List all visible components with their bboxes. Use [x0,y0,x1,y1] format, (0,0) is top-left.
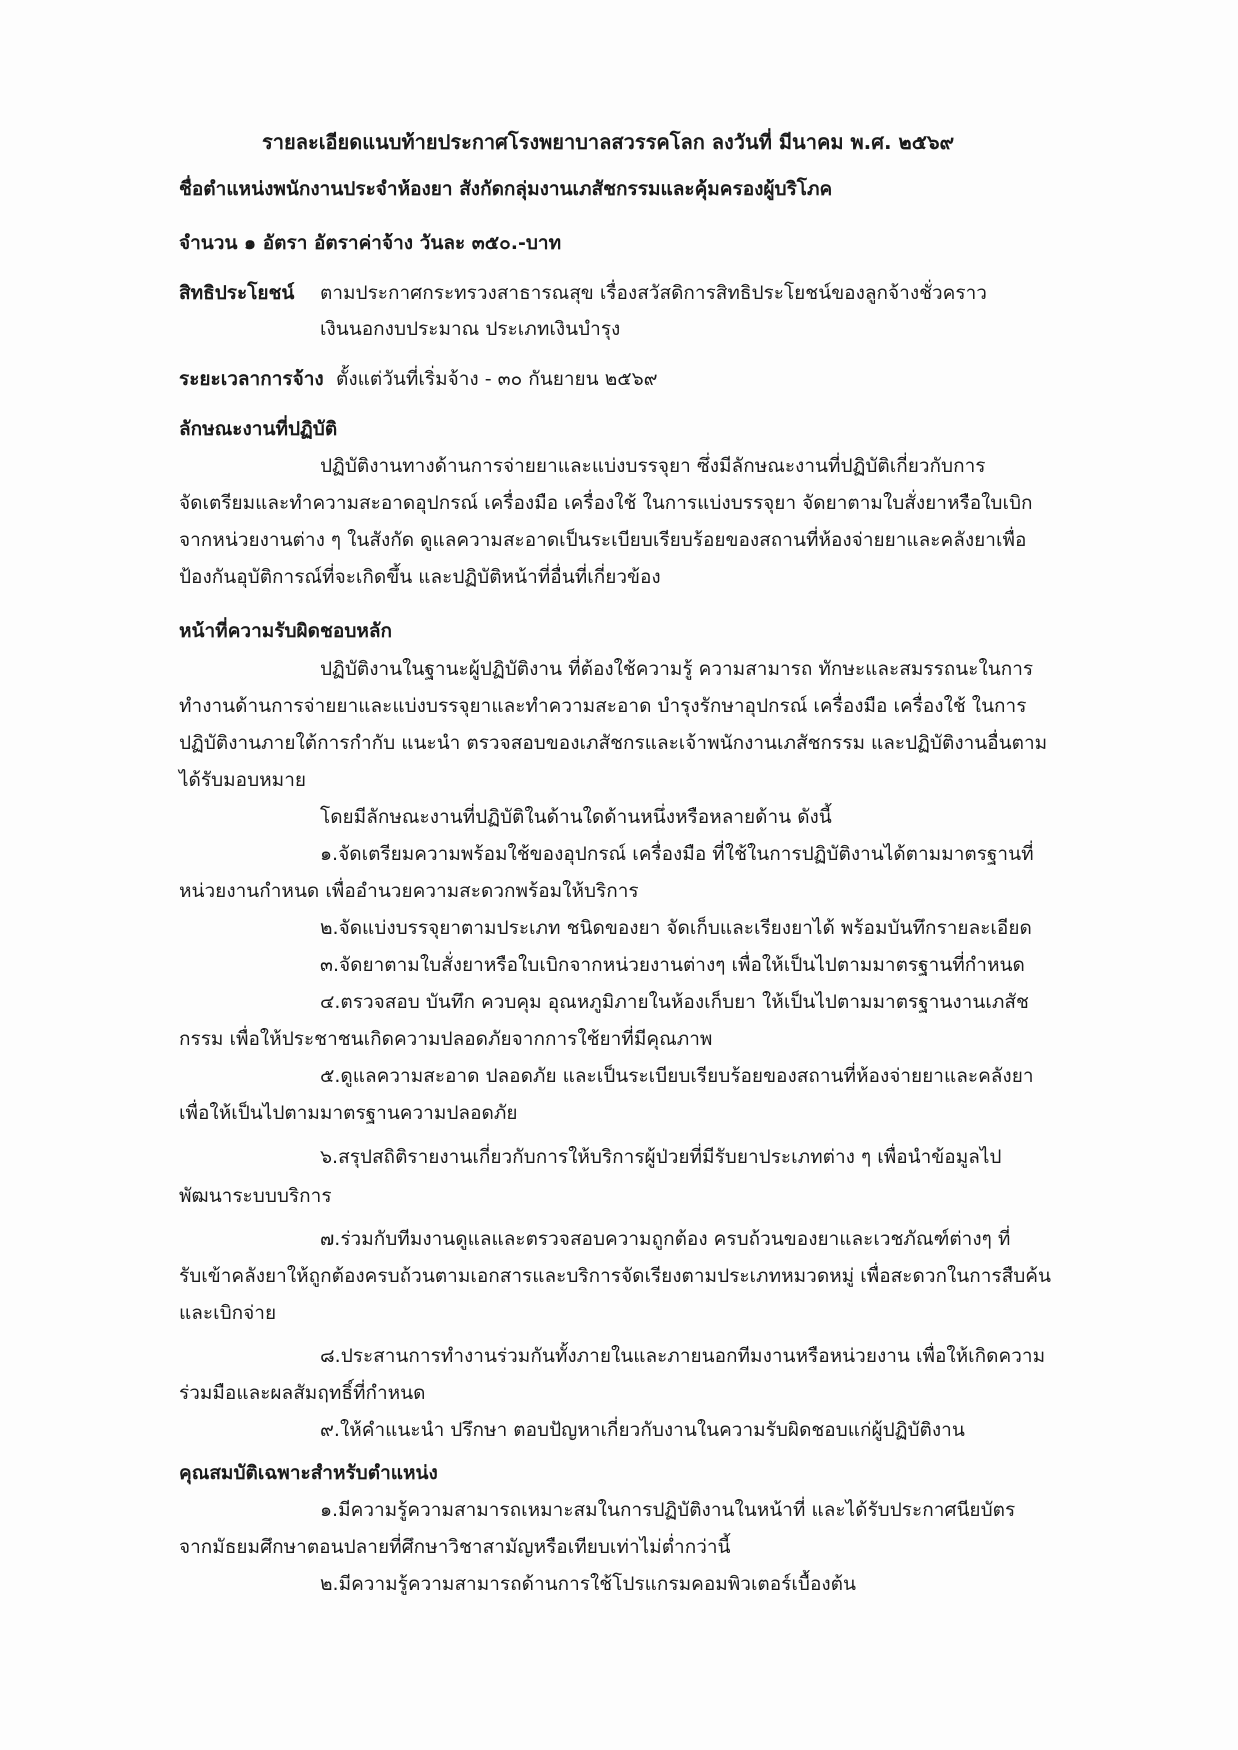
duty-line: ได้รับมอบหมาย [179,769,307,791]
duty-line: ๕.ดูแลความสะอาด ปลอดภัย และเป็นระเบียบเรียบร้อยของสถานที่ห้องจ่ายยาและคลังยา [320,1065,1034,1087]
qualification-line: ๒.มีความรู้ความสามารถด้านการใช้โปรแกรมคอมพิวเตอร์เบื้องต้น [320,1573,856,1595]
duty-line: ๙.ให้คำแนะนำ ปรึกษา ตอบปัญหาเกี่ยวกับงานในความรับผิดชอบแก่ผู้ปฏิบัติงาน [320,1419,965,1441]
work-line: ป้องกันอุบัติการณ์ที่จะเกิดขึ้น และปฏิบัติหน้าที่อื่นที่เกี่ยวข้อง [179,566,661,588]
qualification-line: ๑.มีความรู้ความสามารถเหมาะสมในการปฏิบัติงานในหน้าที่ และได้รับประกาศนียบัตร [320,1499,1016,1521]
duty-line: พัฒนาระบบบริการ [179,1185,332,1207]
duty-line: ๘.ประสานการทำงานร่วมกันทั้งภายในและภายนอกทีมงานหรือหน่วยงาน เพื่อให้เกิดความ [320,1345,1046,1367]
duty-line: และเบิกจ่าย [179,1302,277,1324]
duty-line: ๔.ตรวจสอบ บันทึก ควบคุม อุณหภูมิภายในห้องเก็บยา ให้เป็นไปตามมาตรฐานงานเภสัช [320,991,1029,1013]
work-line: จัดเตรียมและทำความสะอาดอุปกรณ์ เครื่องมือ เครื่องใช้ ในการแบ่งบรรจุยา จัดยาตามใบสั่งยาหรือใบเบิก [179,492,1033,514]
duty-line: ๓.จัดยาตามใบสั่งยาหรือใบเบิกจากหน่วยงานต่างๆ เพื่อให้เป็นไปตามมาตรฐานที่กำหนด [320,954,1025,976]
duty-line: ปฏิบัติงานภายใต้การกำกับ แนะนำ ตรวจสอบของเภสัชกรและเจ้าพนักงานเภสัชกรรม และปฏิบัติงานอื่นตาม [179,732,1048,754]
duty-line: ๒.จัดแบ่งบรรจุยาตามประเภท ชนิดของยา จัดเก็บและเรียงยาได้ พร้อมบันทึกรายละเอียด [320,917,1032,939]
duty-line: ทำงานด้านการจ่ายยาและแบ่งบรรจุยาและทำความสะอาด บำรุงรักษาอุปกรณ์ เครื่องมือ เครื่องใช้ ในการ [179,695,1027,717]
qualification-line: จากมัธยมศึกษาตอนปลายที่ศึกษาวิชาสามัญหรือเทียบเท่าไม่ต่ำกว่านี้ [179,1536,731,1558]
benefits-text-2: เงินนอกงบประมาณ ประเภทเงินบำรุง [320,318,621,340]
period-label: ระยะเวลาการจ้าง [179,368,324,390]
period-value: ตั้งแต่วันที่เริ่มจ้าง - ๓๐ กันยายน ๒๕๖๙ [336,368,658,390]
position-name: ชื่อตำแหน่งพนักงานประจำห้องยา สังกัดกลุ่มงานเภสัชกรรมและคุ้มครองผู้บริโภค [179,178,833,200]
duty-line: ๑.จัดเตรียมความพร้อมใช้ของอุปกรณ์ เครื่องมือ ที่ใช้ในการปฏิบัติงานได้ตามมาตรฐานที่ [320,843,1034,865]
duty-line: โดยมีลักษณะงานที่ปฏิบัติในด้านใดด้านหนึ่งหรือหลายด้าน ดังนี้ [320,806,832,828]
benefits-label: สิทธิประโยชน์ [179,282,295,304]
quota-and-wage: จำนวน ๑ อัตรา อัตราค่าจ้าง วันละ ๓๕๐.-บาท [179,232,562,254]
duty-line: ๖.สรุปสถิติรายงานเกี่ยวกับการให้บริการผู้ป่วยที่มีรับยาประเภทต่าง ๆ เพื่อนำข้อมูลไป [320,1146,1002,1168]
duty-line: ๗.ร่วมกับทีมงานดูแลและตรวจสอบความถูกต้อง ครบถ้วนของยาและเวชภัณฑ์ต่างๆ ที่ [320,1228,1011,1250]
benefits-text-1: ตามประกาศกระทรวงสาธารณสุข เรื่องสวัสดิการสิทธิประโยชน์ของลูกจ้างชั่วคราว [320,282,987,304]
duty-line: ปฏิบัติงานในฐานะผู้ปฏิบัติงาน ที่ต้องใช้ความรู้ ความสามารถ ทักษะและสมรรถนะในการ [320,658,1034,680]
duty-line: เพื่อให้เป็นไปตามมาตรฐานความปลอดภัย [179,1102,518,1124]
duty-line: กรรม เพื่อให้ประชาชนเกิดความปลอดภัยจากการใช้ยาที่มีคุณภาพ [179,1028,713,1050]
duty-heading: หน้าที่ความรับผิดชอบหลัก [179,620,393,642]
duty-line: ร่วมมือและผลสัมฤทธิ์ที่กำหนด [179,1382,426,1404]
work-line: จากหน่วยงานต่าง ๆ ในสังกัด ดูแลความสะอาดเป็นระเบียบเรียบร้อยของสถานที่ห้องจ่ายยาและคลังยาเพื่อ [179,529,1027,551]
duty-line: หน่วยงานกำหนด เพื่ออำนวยความสะดวกพร้อมให้บริการ [179,880,639,902]
qualification-heading: คุณสมบัติเฉพาะสำหรับตำแหน่ง [179,1462,438,1484]
work-line: ปฏิบัติงานทางด้านการจ่ายยาและแบ่งบรรจุยา ซึ่งมีลักษณะงานที่ปฏิบัติเกี่ยวกับการ [320,455,986,477]
document-title: รายละเอียดแนบท้ายประกาศโรงพยาบาลสวรรคโลก ลงวันที่ มีนาคม พ.ศ. ๒๕๖๙ [262,130,955,154]
duty-line: รับเข้าคลังยาให้ถูกต้องครบถ้วนตามเอกสารและบริการจัดเรียงตามประเภทหมวดหมู่ เพื่อสะดวกในการสืบค้น [179,1265,1051,1287]
work-heading: ลักษณะงานที่ปฏิบัติ [179,418,338,440]
